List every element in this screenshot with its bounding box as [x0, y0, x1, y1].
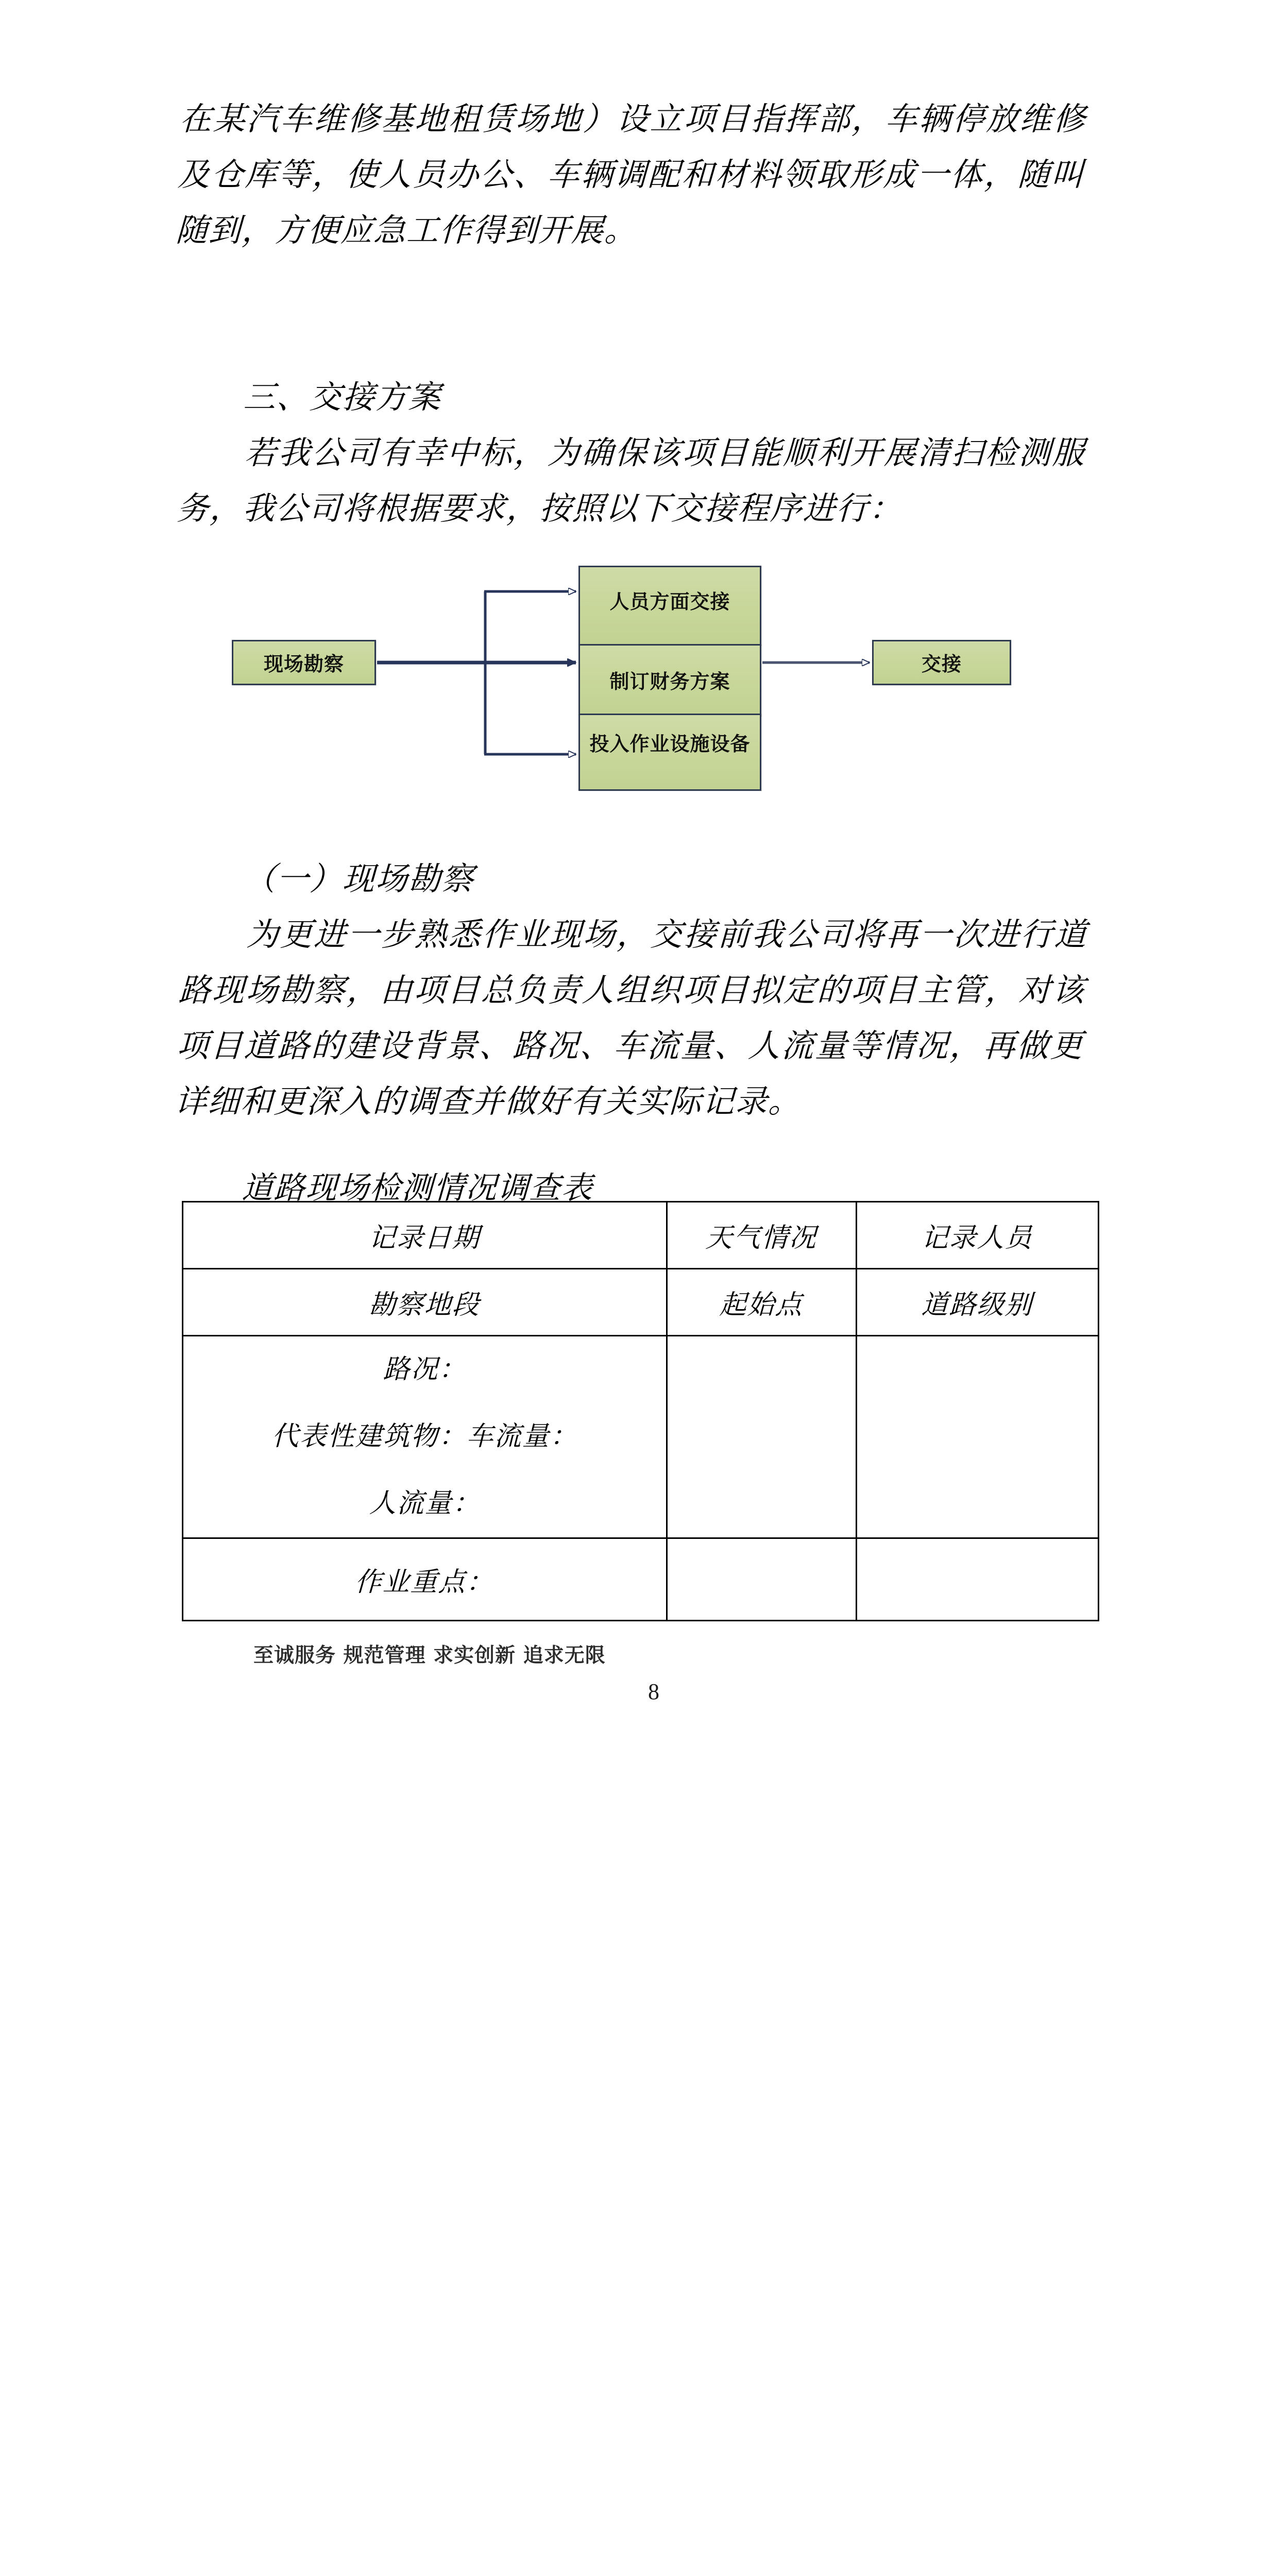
table-cell-work-focus[interactable]: 作业重点：: [183, 1538, 667, 1621]
heading-subsection-one: （一）现场勘察: [243, 862, 475, 897]
table-row: [183, 1538, 1099, 1621]
flowchart-node-handover-label: 交接: [921, 652, 962, 675]
table-row: [183, 1202, 1099, 1269]
condition-line-road: 路况：: [383, 1355, 467, 1384]
table-cell-weather[interactable]: 天气情况: [667, 1202, 857, 1269]
page-number: 8: [648, 1679, 659, 1704]
table-cell-start-point[interactable]: 起始点: [667, 1269, 857, 1336]
flowchart-node-handover[interactable]: [872, 640, 1011, 685]
flowchart-node-site-survey[interactable]: [232, 640, 376, 685]
table-cell-survey-section[interactable]: 勘察地段: [183, 1269, 667, 1336]
table-cell-conditions-b[interactable]: [667, 1336, 857, 1538]
condition-line-pedestrian: 人流量：: [369, 1489, 481, 1518]
flowchart-node-personnel-handover[interactable]: [578, 566, 761, 646]
table-row: [183, 1269, 1099, 1336]
flowchart-node-equipment-deployment[interactable]: [578, 714, 761, 791]
flowchart-node-equipment-deployment-label: 投入作业设施设备: [589, 732, 751, 755]
flowchart-node-personnel-handover-label: 人员方面交接: [609, 590, 730, 613]
footer-slogan: 至诚服务 规范管理 求实创新 追求无限: [253, 1644, 606, 1667]
paragraph-site-survey: 为更进一步熟悉作业现场，交接前我公司将再一次进行道路现场勘察，由项目总负责人组织项目拟定的项目主管，对该项目道路的建设背景、路况、车流量、人流量等情况，再做更详细和更深入的调查并做好有关实际记录。: [174, 918, 1088, 1120]
paragraph-intro: 在某汽车维修基地租赁场地）设立项目指挥部，车辆停放维修及仓库等，使人员办公、车辆调配和材料领取形成一体，随叫随到，方便应急工作得到开展。: [175, 102, 1087, 248]
table-cell-conditions-c[interactable]: [857, 1336, 1099, 1538]
heading-section-three: 三、交接方案: [243, 380, 442, 415]
table-cell-road-conditions[interactable]: [183, 1336, 667, 1538]
paragraph-handover-intro: 若我公司有幸中标，为确保该项目能顺利开展清扫检测服务，我公司将根据要求，按照以下交接程序进行：: [176, 436, 1086, 527]
flowchart-node-finance-plan[interactable]: [578, 644, 761, 716]
handover-flowchart: [227, 546, 1030, 804]
table-cell-work-focus-c[interactable]: [857, 1538, 1099, 1621]
table-cell-recorder[interactable]: 记录人员: [857, 1202, 1099, 1269]
table-cell-road-grade[interactable]: 道路级别: [857, 1269, 1099, 1336]
flowchart-node-site-survey-label: 现场勘察: [263, 652, 344, 675]
table-cell-record-date[interactable]: 记录日期: [183, 1202, 667, 1269]
survey-table-caption: 道路现场检测情况调查表: [241, 1171, 594, 1205]
condition-line-buildings-traffic: 代表性建筑物：车流量：: [271, 1422, 578, 1451]
flowchart-node-finance-plan-label: 制订财务方案: [609, 670, 730, 693]
page-footer: [0, 1613, 1278, 1747]
road-survey-table: [182, 1201, 1099, 1621]
table-row: [183, 1336, 1099, 1538]
table-cell-work-focus-b[interactable]: [667, 1538, 857, 1621]
